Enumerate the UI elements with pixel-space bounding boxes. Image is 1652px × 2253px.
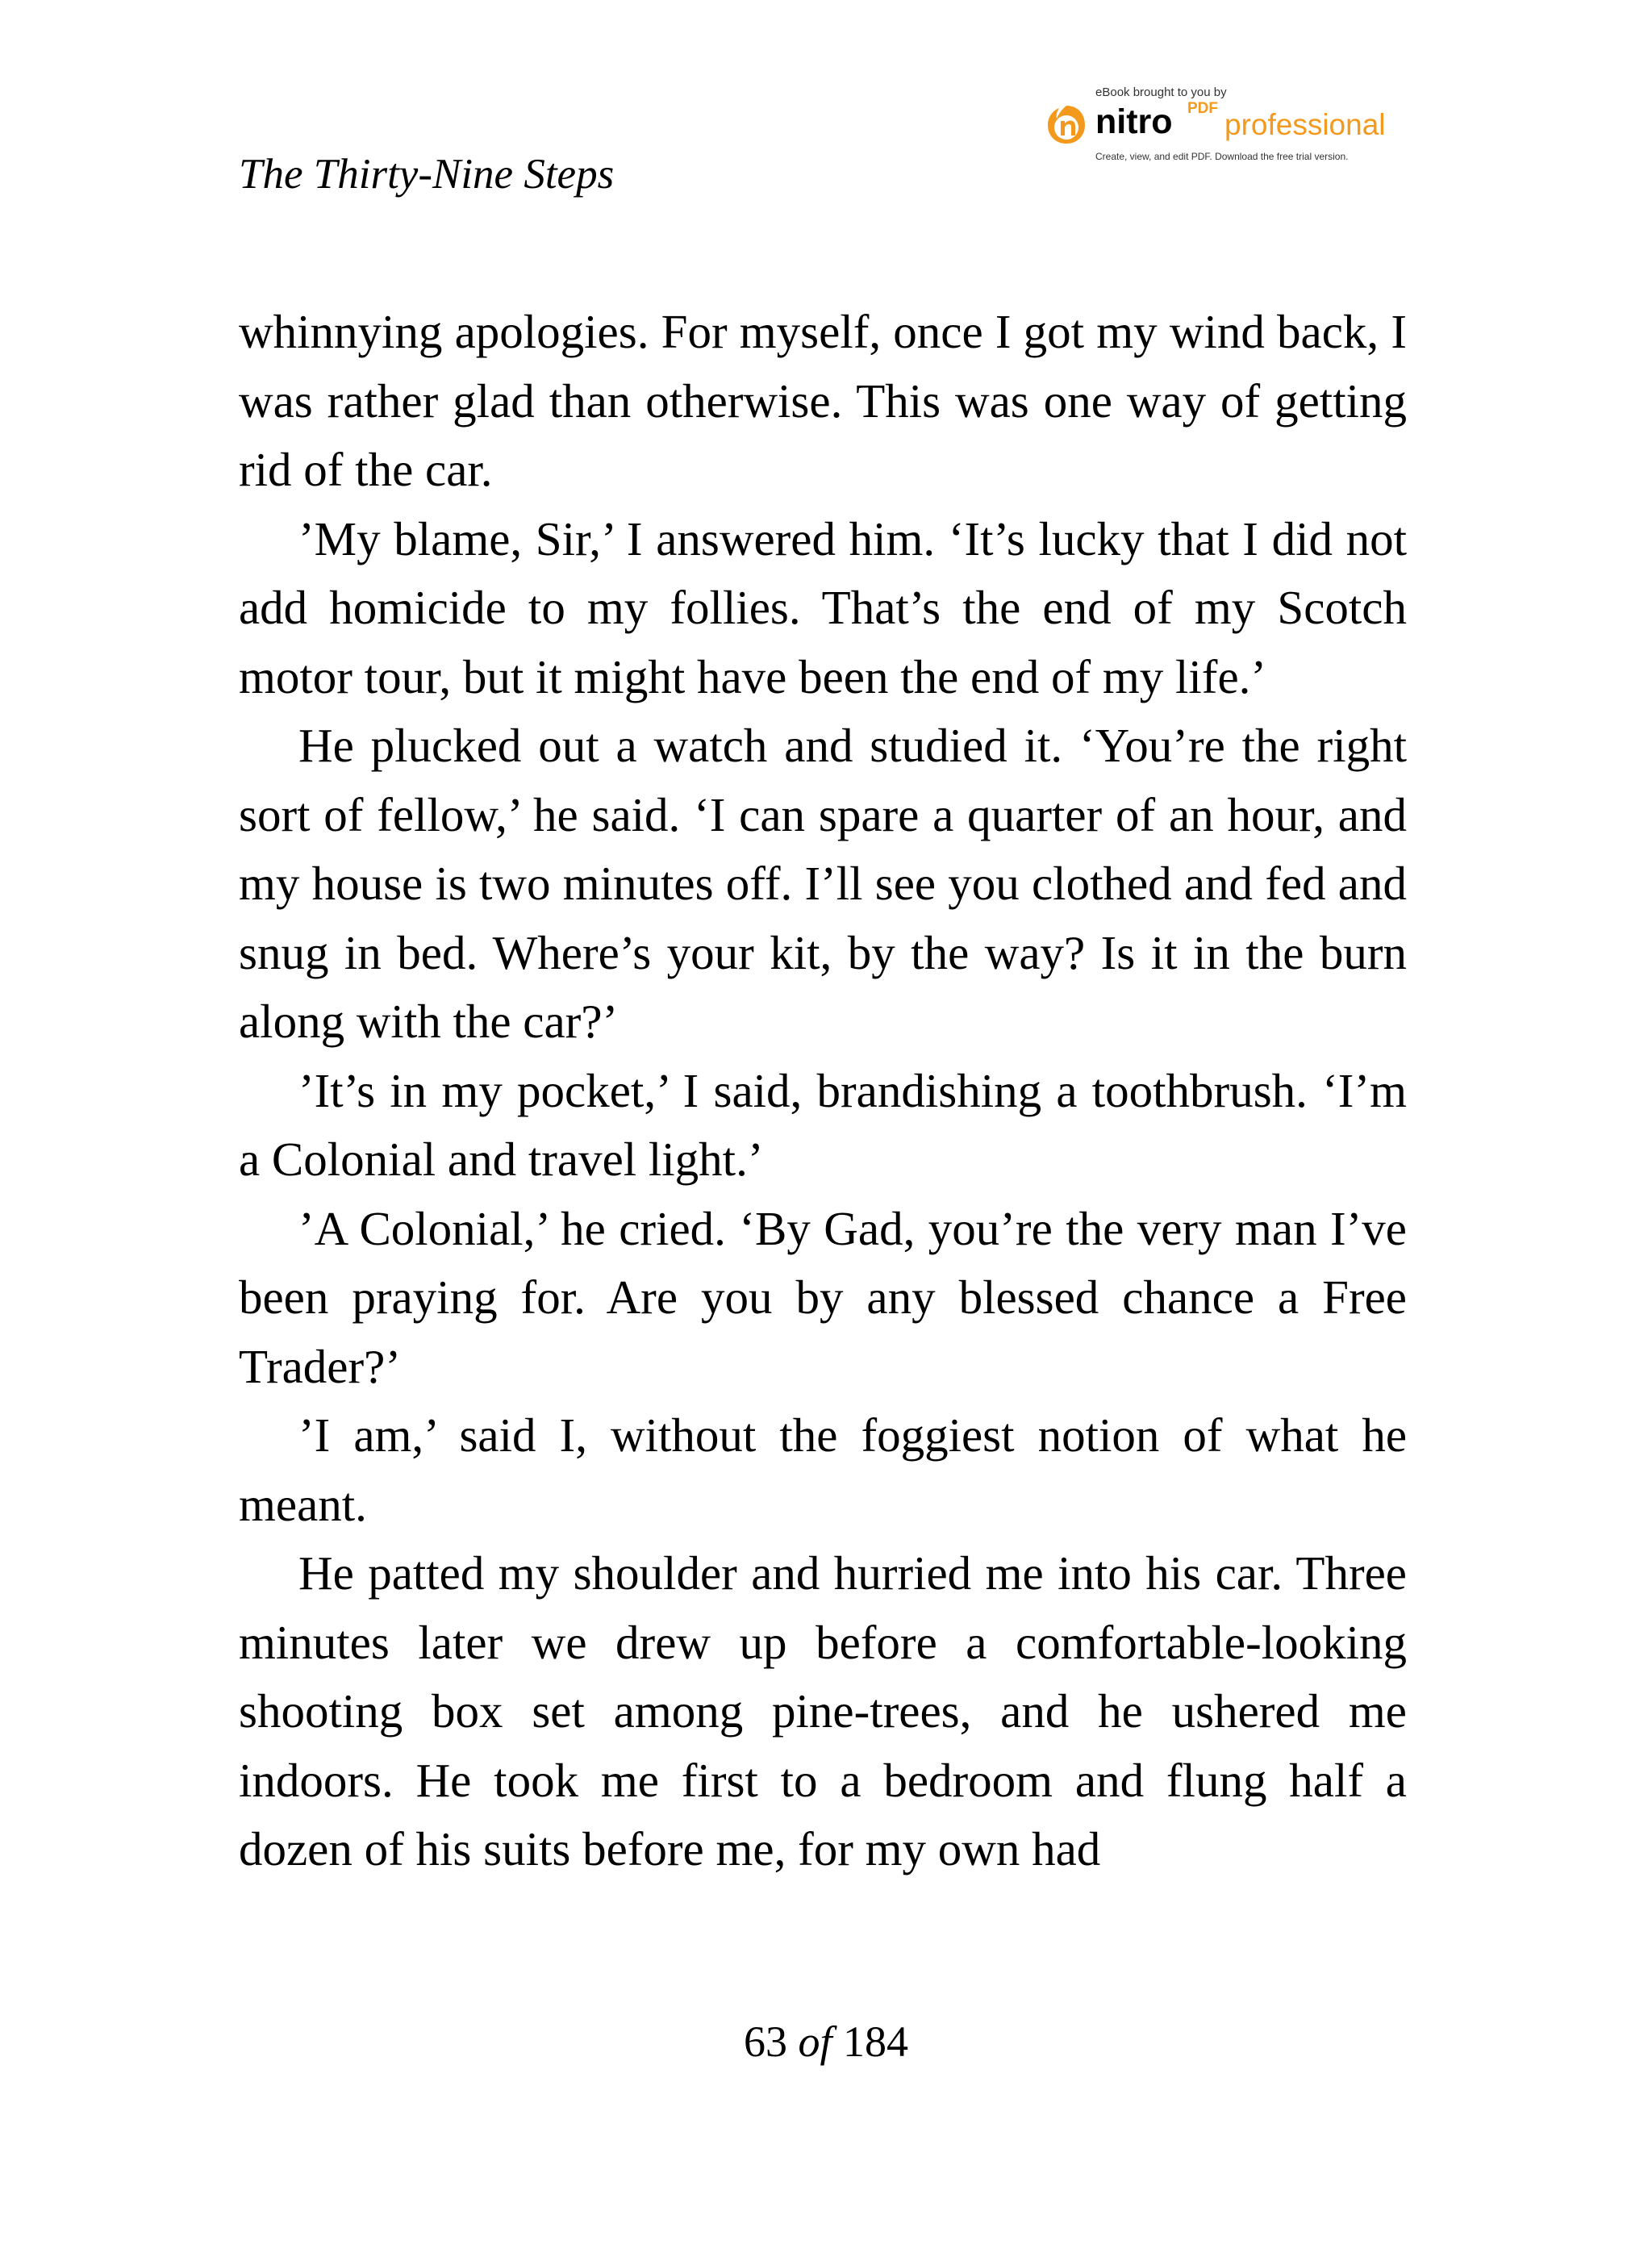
running-header-title: The Thirty-Nine Steps	[239, 151, 615, 198]
nitro-promo-banner[interactable]	[1045, 86, 1418, 166]
paragraph: whinnying apologies. For myself, once I got my wind back, I was rather glad than otherwise. This was one way of getting rid of the car.	[239, 305, 1407, 496]
current-page-number: 63	[743, 2017, 787, 2066]
promo-edition-label: professional	[1224, 108, 1386, 141]
total-pages-number: 184	[843, 2017, 908, 2066]
paragraph: He plucked out a watch and studied it. ‘You’re the right sort of fellow,’ he said. ‘I can spare a quarter of an hour, and my house is two minutes off. I’ll see you clothed and fed and snug in bed. Where’s your kit, by the way? Is it in the burn along with the car?’	[239, 719, 1407, 1048]
paragraph: ’A Colonial,’ he cried. ‘By Gad, you’re the very man I’ve been praying for. Are you by any blessed chance a Free Trader?’	[239, 1201, 1407, 1393]
paragraph: ’It’s in my pocket,’ I said, brandishing a toothbrush. ‘I’m a Colonial and travel light.’	[239, 1063, 1407, 1186]
page-number-footer	[0, 2017, 1652, 2067]
paragraph: ’I am,’ said I, without the foggiest notion of what he meant.	[239, 1408, 1407, 1531]
page-of-label: of	[798, 2017, 832, 2066]
paragraph: He patted my shoulder and hurried me into his car. Three minutes later we drew up before a comfortable-looking shooting box set among pine-trees, and he ushered me indoors. He took me first to a bedroom and flung half a dozen of his suits before me, for my own had	[239, 1546, 1407, 1875]
promo-tagline: Create, view, and edit PDF. Download the free trial version.	[1095, 151, 1349, 162]
paragraph: ’My blame, Sir,’ I answered him. ‘It’s lucky that I did not add homicide to my follies. That’s the end of my Scotch motor tour, but it might have been the end of my life.’	[239, 511, 1407, 703]
nitro-logo-icon	[1045, 103, 1087, 145]
promo-brand-superscript: PDF	[1187, 100, 1218, 117]
promo-top-line: eBook brought to you by	[1095, 86, 1227, 99]
promo-brand-name: nitro	[1095, 102, 1173, 141]
page-body-text	[239, 298, 1407, 1884]
